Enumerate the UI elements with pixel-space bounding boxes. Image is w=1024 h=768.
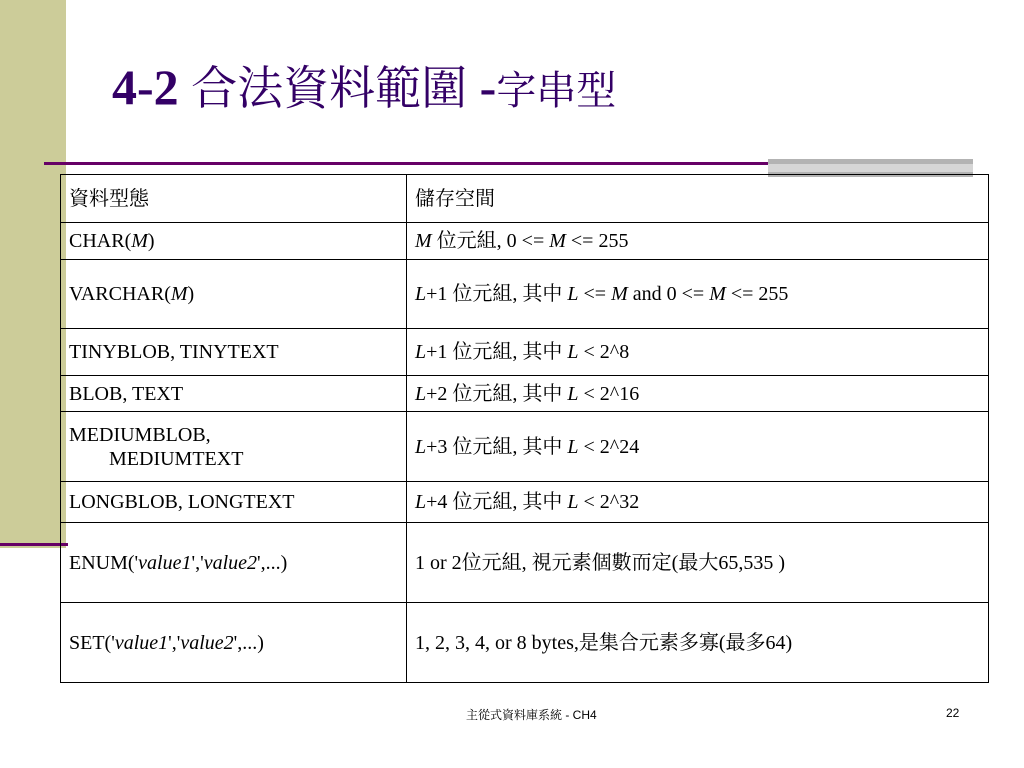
data-range-table	[60, 174, 989, 683]
title-main: 合法資料範圍	[191, 63, 468, 114]
type-cell: SET('value1','value2',...)	[61, 603, 407, 683]
type-cell: TINYBLOB, TINYTEXT	[61, 329, 407, 376]
table-row	[61, 412, 989, 482]
type-cell: MEDIUMBLOB, MEDIUMTEXT	[61, 412, 407, 482]
storage-cell: 1 or 2位元組, 視元素個數而定(最大65,535 )	[407, 523, 989, 603]
header-cell-storage: 儲存空間	[407, 175, 989, 223]
title-suffix: 字串型	[496, 68, 617, 113]
left-bar-underline	[0, 543, 68, 546]
footer-course-title: 主從式資料庫系統 - CH4	[466, 708, 597, 722]
storage-cell: L+1 位元組, 其中 L < 2^8	[407, 329, 989, 376]
title-prefix: 4-2	[112, 59, 179, 115]
page-number: 22	[946, 706, 960, 720]
table-row	[61, 523, 989, 603]
header-cell-type: 資料型態	[61, 175, 407, 223]
table-row	[61, 223, 989, 260]
storage-cell: 1, 2, 3, 4, or 8 bytes,是集合元素多寡(最多64)	[407, 603, 989, 683]
title-rule	[44, 162, 774, 165]
type-cell: LONGBLOB, LONGTEXT	[61, 482, 407, 523]
table-header-row	[61, 175, 989, 223]
storage-cell: L+2 位元組, 其中 L < 2^16	[407, 376, 989, 412]
storage-cell: M 位元組, 0 <= M <= 255	[407, 223, 989, 260]
type-cell: BLOB, TEXT	[61, 376, 407, 412]
table-row	[61, 603, 989, 683]
storage-cell: L+3 位元組, 其中 L < 2^24	[407, 412, 989, 482]
table-row	[61, 376, 989, 412]
left-decorative-bar	[0, 0, 66, 548]
title-dash: -	[467, 59, 497, 115]
table-row	[61, 260, 989, 329]
storage-cell: L+4 位元組, 其中 L < 2^32	[407, 482, 989, 523]
type-cell: ENUM('value1','value2',...)	[61, 523, 407, 603]
storage-cell: L+1 位元組, 其中 L <= M and 0 <= M <= 255	[407, 260, 989, 329]
type-cell: VARCHAR(M)	[61, 260, 407, 329]
table-row	[61, 482, 989, 523]
slide-title	[112, 59, 617, 115]
type-cell: CHAR(M)	[61, 223, 407, 260]
table-row	[61, 329, 989, 376]
